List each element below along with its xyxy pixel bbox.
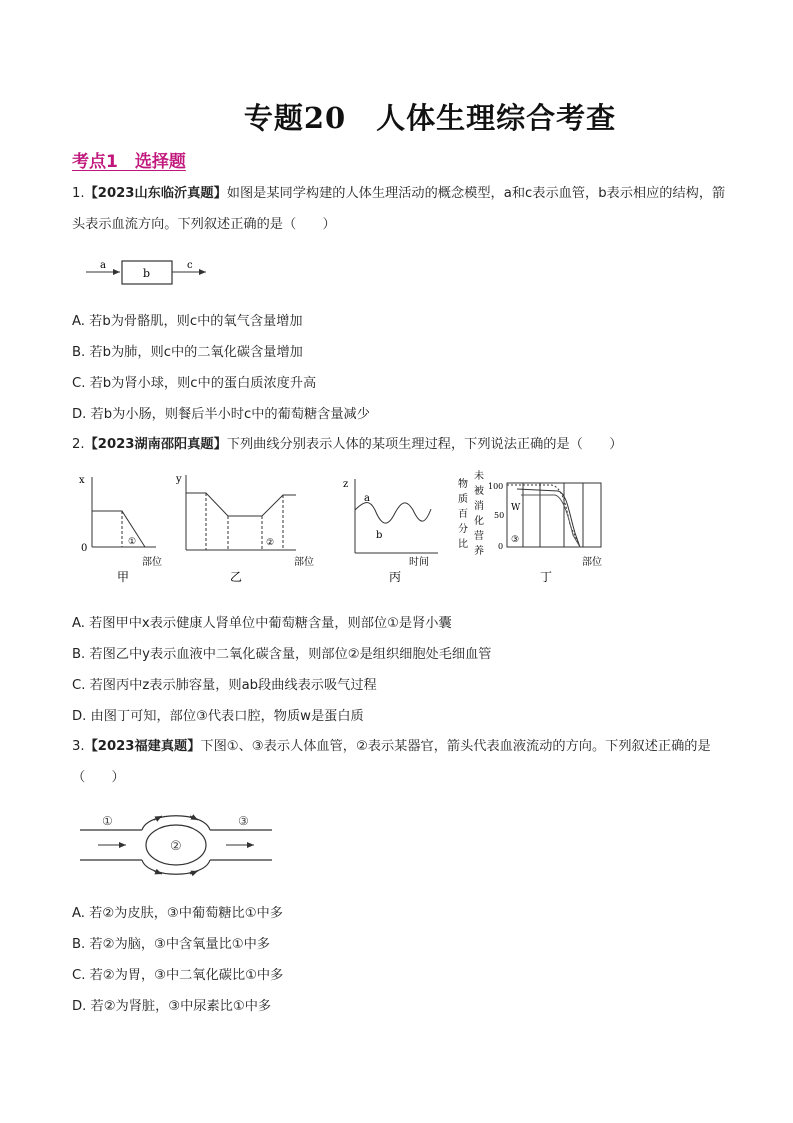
question-2 bbox=[72, 429, 727, 460]
graph-jia-xlabel: 部位 bbox=[142, 557, 162, 568]
graph-ding bbox=[458, 469, 602, 584]
label-2: ② bbox=[170, 839, 182, 854]
graph-yi-ylabel: y bbox=[176, 474, 182, 485]
graph-ding-xlabel: 部位 bbox=[582, 557, 602, 568]
graph-bing-curve bbox=[355, 503, 431, 524]
q2-option-c: C. 若图丙中z表示肺容量，则ab段曲线表示吸气过程 bbox=[72, 678, 377, 693]
graph-ding-tick-100: 100 bbox=[488, 482, 504, 491]
graph-ding-tick-0: 0 bbox=[498, 542, 504, 551]
graph-yi-marker: ② bbox=[266, 538, 275, 548]
section-heading: 考点1 选择题 bbox=[72, 152, 186, 172]
graph-yi-xlabel: 部位 bbox=[294, 557, 314, 568]
q3-option-c: C. 若②为胃，③中二氧化碳比①中多 bbox=[72, 968, 284, 983]
q1-concept-diagram bbox=[84, 250, 224, 292]
graph-jia-origin: 0 bbox=[81, 543, 88, 554]
graph-jia-curve bbox=[92, 511, 145, 547]
label-a: a bbox=[100, 260, 106, 271]
question-source: 【2023山东临沂真题】 bbox=[84, 186, 227, 201]
graph-yi-curve bbox=[186, 493, 296, 516]
q3-option-d: D. 若②为肾脏，③中尿素比①中多 bbox=[72, 999, 272, 1014]
label-3: ③ bbox=[238, 814, 249, 828]
q2-option-a: A. 若图甲中x表示健康人肾单位中葡萄糖含量，则部位①是肾小囊 bbox=[72, 616, 452, 631]
question-number: 3. bbox=[72, 739, 85, 754]
question-stem: 下图①、③表示人体血管，②表示某器官，箭头代表血液流动的方向。下列叙述正确的是（ ） bbox=[72, 739, 711, 785]
question-number: 2. bbox=[72, 437, 85, 452]
question-3 bbox=[72, 731, 727, 793]
graph-jia-caption: 甲 bbox=[117, 570, 130, 584]
graph-yi-caption: 乙 bbox=[230, 570, 243, 584]
graph-bing-b: b bbox=[376, 530, 383, 541]
q3-vessel-diagram bbox=[80, 805, 280, 885]
q2-graphs bbox=[70, 465, 630, 587]
graph-ding-curve-3 bbox=[521, 495, 580, 547]
graph-jia-ylabel: x bbox=[79, 475, 85, 486]
graph-jia bbox=[79, 475, 162, 584]
graph-bing-ylabel: z bbox=[343, 479, 349, 490]
label-1: ① bbox=[102, 814, 113, 828]
q3-option-b: B. 若②为脑，③中含氧量比①中多 bbox=[72, 937, 270, 952]
graph-ding-tick-50: 50 bbox=[494, 511, 505, 520]
q1-option-b: B. 若b为肺，则c中的二氧化碳含量增加 bbox=[72, 345, 303, 360]
graph-jia-marker: ① bbox=[128, 537, 137, 547]
graph-ding-marker: ③ bbox=[511, 535, 520, 545]
q2-option-b: B. 若图乙中y表示血液中二氧化碳含量，则部位②是组织细胞处毛细血管 bbox=[72, 647, 492, 662]
question-source: 【2023湖南邵阳真题】 bbox=[84, 437, 227, 452]
graph-ding-ylabel-2: 未 被 消 化 营 养 bbox=[474, 471, 484, 557]
label-b: b bbox=[143, 267, 151, 280]
graph-ding-frame bbox=[507, 483, 601, 547]
q1-option-c: C. 若b为肾小球，则c中的蛋白质浓度升高 bbox=[72, 376, 317, 391]
graph-bing-caption: 丙 bbox=[389, 570, 402, 584]
question-number: 1. bbox=[72, 186, 85, 201]
q2-option-d: D. 由图丁可知，部位③代表口腔，物质w是蛋白质 bbox=[72, 709, 364, 724]
graph-bing-a: a bbox=[364, 493, 370, 504]
question-1 bbox=[72, 178, 727, 240]
q3-option-a: A. 若②为皮肤，③中葡萄糖比①中多 bbox=[72, 906, 283, 921]
label-c: c bbox=[187, 260, 193, 271]
graph-ding-w: W bbox=[511, 503, 521, 513]
graph-ding-ylabel-1: 物 质 百 分 比 bbox=[458, 479, 468, 550]
question-stem: 下列曲线分别表示人体的某项生理过程，下列说法正确的是（ ） bbox=[226, 437, 623, 452]
question-stem: 如图是某同学构建的人体生理活动的概念模型，a和c表示血管，b表示相应的结构，箭头表示血流方向。下列叙述正确的是（ ） bbox=[72, 186, 726, 232]
page-title: 专题20 人体生理综合考查 bbox=[243, 101, 617, 135]
question-source: 【2023福建真题】 bbox=[84, 739, 201, 754]
graph-bing-xlabel: 时间 bbox=[409, 557, 429, 568]
q1-option-a: A. 若b为骨骼肌，则c中的氧气含量增加 bbox=[72, 314, 303, 329]
q1-option-d: D. 若b为小肠，则餐后半小时c中的葡萄糖含量减少 bbox=[72, 407, 370, 422]
graph-yi bbox=[175, 474, 314, 584]
graph-bing bbox=[343, 479, 438, 584]
graph-ding-curve-2 bbox=[517, 489, 580, 547]
graph-ding-caption: 丁 bbox=[540, 570, 553, 584]
